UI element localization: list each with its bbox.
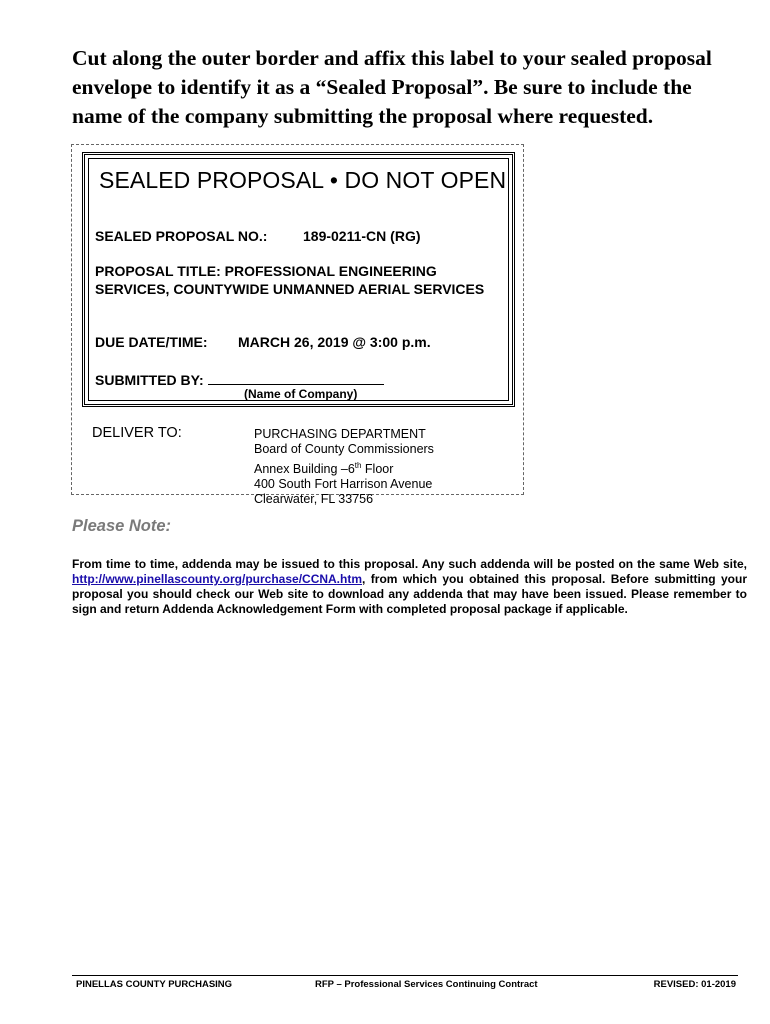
deliver-address (254, 427, 434, 508)
submitted-by-label: SUBMITTED BY: (95, 372, 204, 388)
company-name-caption: (Name of Company) (244, 387, 358, 401)
instructions-text: Cut along the outer border and affix this label to your sealed proposal envelope to identify it as a “Sealed Proposal”. Be sure to include the name of the company submitting the proposal where requested. (72, 46, 712, 128)
company-name-blank (208, 370, 384, 385)
address-floor-suffix: th (354, 460, 362, 470)
footer-left: PINELLAS COUNTY PURCHASING (76, 979, 233, 990)
due-date-row (95, 334, 431, 352)
note-body (72, 557, 747, 617)
page-footer (72, 975, 738, 990)
address-building-text: Annex Building –6 (254, 461, 355, 476)
addenda-link[interactable]: http://www.pinellascounty.org/purchase/CCNA.htm (72, 572, 363, 587)
deliver-to-label: DELIVER TO: (92, 425, 182, 441)
note-body-rest: , from which you obtained this proposal. Before submitting your proposal you should check our Web site to download any addenda that may have been issued. Please remember to sign and return Addenda Acknowledgement Form with completed proposal package if applicable. (72, 572, 747, 617)
proposal-number-row (95, 228, 421, 246)
address-board: Board of County Commissioners (254, 442, 434, 457)
note-body-intro: From time to time, addenda may be issued to this proposal. Any such addenda will be posted on the same Web site, (72, 557, 747, 571)
address-city: Clearwater, FL 33756 (254, 492, 374, 507)
address-floor-text: Floor (361, 461, 394, 476)
proposal-label-box (82, 152, 515, 407)
address-street: 400 South Fort Harrison Avenue (254, 477, 433, 492)
footer-middle: RFP – Professional Services Continuing Contract (315, 979, 538, 990)
label-heading: SEALED PROPOSAL • DO NOT OPEN (99, 167, 507, 193)
address-building (254, 458, 434, 477)
due-date-label: DUE DATE/TIME: (95, 334, 208, 350)
proposal-number-label: SEALED PROPOSAL NO.: (95, 228, 268, 244)
footer-right: REVISED: 01-2019 (653, 979, 736, 990)
proposal-title: PROPOSAL TITLE: PROFESSIONAL ENGINEERING SERVICES, COUNTYWIDE UNMANNED AERIAL SERVICES (95, 263, 485, 297)
proposal-label-cutout (71, 144, 524, 507)
proposal-number-value: 189-0211-CN (RG) (303, 228, 421, 244)
due-date-value: MARCH 26, 2019 @ 3:00 p.m. (238, 334, 431, 350)
address-department: PURCHASING DEPARTMENT (254, 427, 426, 441)
note-heading: Please Note: (72, 517, 172, 535)
